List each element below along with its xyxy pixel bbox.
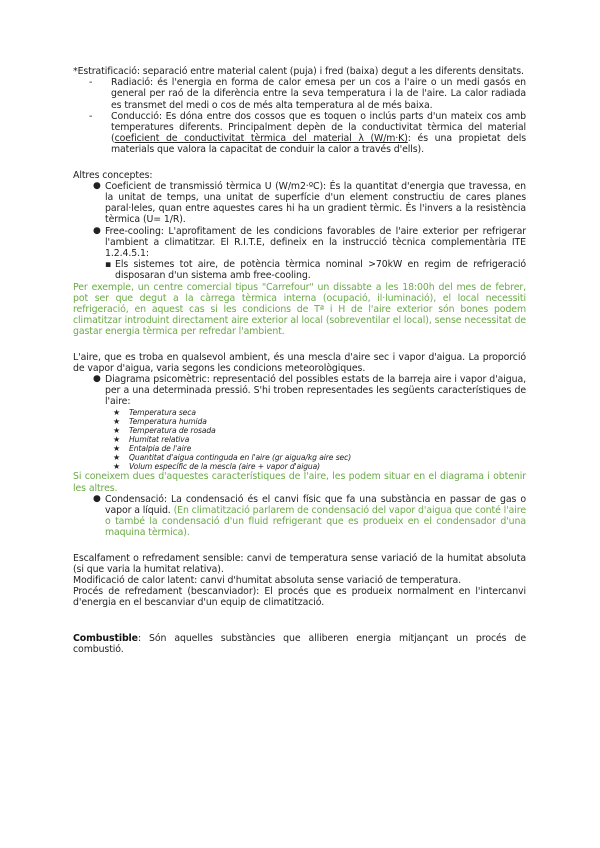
characteristic-label: Volum específic de la mescla (aire + vapor d'aigua) — [129, 462, 321, 472]
combustible-definition: : Són aquelles substàncies que alliberen energia mitjançant un procés de combustió. — [73, 632, 526, 655]
characteristic-label: Humitat relativa — [129, 434, 190, 444]
free-cooling-text: Free-cooling: L'aprofitament de les condicions favorables de l'aire exterior per refrigerar l'ambient a climatitzar. El R.I.T.E, defineix en la instrucció tècnica complementària ITE 1.2.4.5.1: — [105, 225, 526, 260]
bullet-dot-icon: ● — [93, 180, 101, 191]
diagrama-text: Diagrama psicomètric: representació del possibles estats de la barreja aire i vapor d'aigua, per a una determinada pressió. S'hi troben representades les següents característiques de l'aire: — [105, 374, 526, 408]
estratificacio-paragraph: *Estratificació: separació entre material calent (puja) i fred (baixa) degut a les diferents densitats. — [73, 66, 524, 77]
spacer — [73, 539, 526, 553]
list-item-radiacio: - Radiació: és l'energia en forma de calor emesa per un cos a l'aire o un medi gasós en general per raó de la diferència entre la seva temperatura i la de l'aire. La calor radiada es transmet del medi o cos de més alta temperatura al de més baixa. — [91, 77, 526, 111]
star-icon: ★ — [113, 434, 121, 444]
bullet-dot-icon: ● — [93, 374, 101, 385]
list-item — [113, 462, 526, 471]
characteristic-label: Temperatura de rosada — [129, 425, 216, 435]
star-icon: ★ — [113, 407, 121, 417]
diagram-note: Si coneixem dues d'aquestes característiques de l'aire, les podem situar en el diagrama i obtenir les altres. — [73, 471, 526, 494]
document-body — [73, 66, 526, 655]
latent-paragraph: Modificació de calor latent: canvi d'humitat absoluta sense variació de temperatura. — [73, 574, 462, 586]
characteristic-label: Temperatura seca — [129, 407, 196, 417]
coeficient-text: Coeficient de transmissió tèrmica U (W/m2·ºC): És la quantitat d'energia que travessa, en la unitat de temps, una unitat de superfície d'un element constructiu de cares planes paral·leles, quan entre aquestes cares hi ha un gradient tèrmic. És l'invers a la resistència tèrmica (U= 1/R). — [105, 180, 526, 226]
list-item-condensacio — [93, 494, 526, 539]
sensible-paragraph: Escalfament o refredament sensible: canvi de temperatura sense variació de la humitat absoluta (si que varia la humitat relativa). — [73, 552, 526, 575]
condensacio-note: (En climatització parlarem de condensació del vapor d'aigua que conté l'aire o també la condensació d'un fluid refrigerant que es produeix en el condensador d'una maquina tèrmica). — [105, 504, 526, 539]
psychrometric-list — [93, 374, 526, 408]
spacer — [73, 609, 526, 633]
list-item — [113, 417, 526, 426]
star-icon: ★ — [113, 462, 121, 472]
aire-intro: L'aire, que es troba en qualsevol ambient, és una mescla d'aire sec i vapor d'aigua. La proporció de vapor d'aigua, varia segons les condicions meteorològiques. — [73, 351, 526, 374]
list-item-conduccio — [91, 111, 526, 156]
small-bullet-icon: ▪ — [105, 259, 112, 271]
characteristic-label: Quantitat d'aigua continguda en l'aire (gr aigua/kg aire sec) — [129, 453, 352, 463]
combustible-paragraph — [73, 633, 526, 655]
star-icon: ★ — [113, 453, 121, 463]
list-item-free-cooling — [93, 226, 526, 282]
list-item-coeficient — [93, 181, 526, 226]
heat-transfer-list — [91, 77, 526, 155]
free-cooling-sublist — [105, 259, 526, 281]
conductivity-term: coeficient de conductivitat tèrmica del material λ (W/m·K) — [114, 133, 408, 145]
star-icon: ★ — [113, 425, 121, 435]
sublist-item-text: Els sistemes tot aire, de potència tèrmica nominal >70kW en regim de refrigeració disposaran d'un sistema amb free-cooling. — [115, 259, 526, 282]
bullet-dot-icon: ● — [93, 225, 101, 236]
spacer — [73, 156, 526, 170]
list-item — [113, 444, 526, 453]
carrefour-example: Per exemple, un centre comercial tipus "Carrefour" un dissabte a les 18:00h del mes de febrer, pot ser que degut a la càrrega tèrmica interna (ocupació, il·luminació), el local necessiti refrigeració, en aquest cas si les condicions de Tª i H de l'aire exterior són bones podem climatitzar introduint directament aire exterior al local (sobreventilar el local), sense necessitat de gastar energia tèrmica per refredar l'ambient. — [73, 281, 526, 338]
spacer — [73, 338, 526, 352]
list-item — [113, 408, 526, 417]
characteristic-label: Temperatura humida — [129, 416, 207, 426]
bullet-dot-icon: ● — [93, 493, 101, 504]
list-item — [113, 426, 526, 435]
characteristic-label: Entalpia de l'aire — [129, 444, 192, 454]
list-item — [113, 435, 526, 444]
combustible-term: Combustible — [73, 632, 138, 644]
sublist-item — [105, 259, 526, 281]
condensacio-text: Condensació: La condensació és el canvi físic que fa una substància en passar de gas o vapor a líquid. — [105, 493, 526, 516]
characteristics-list — [113, 408, 526, 472]
conduccio-text: Conducció: Es dóna entre dos cossos que es toquen o inclús parts d'un mateix cos amb temperatures diferents. Principalment depèn de la conductivitat tèrmica del material ( — [111, 110, 526, 145]
list-item — [113, 453, 526, 462]
star-icon: ★ — [113, 416, 121, 426]
star-icon: ★ — [113, 444, 121, 454]
conduccio-end: : és una propietat dels materials que valora la capacitat de conduir la calor a través d'ells). — [111, 133, 526, 156]
altres-heading: Altres conceptes: — [73, 169, 153, 181]
list-item-diagrama — [93, 374, 526, 408]
proces-paragraph: Procés de refredament (bescanviador): El procés que es produeix normalment en l'intercanvi d'energia en el bescanviar d'un equip de climatització. — [73, 586, 526, 609]
condensacio-list — [93, 494, 526, 539]
concepts-list — [93, 181, 526, 282]
